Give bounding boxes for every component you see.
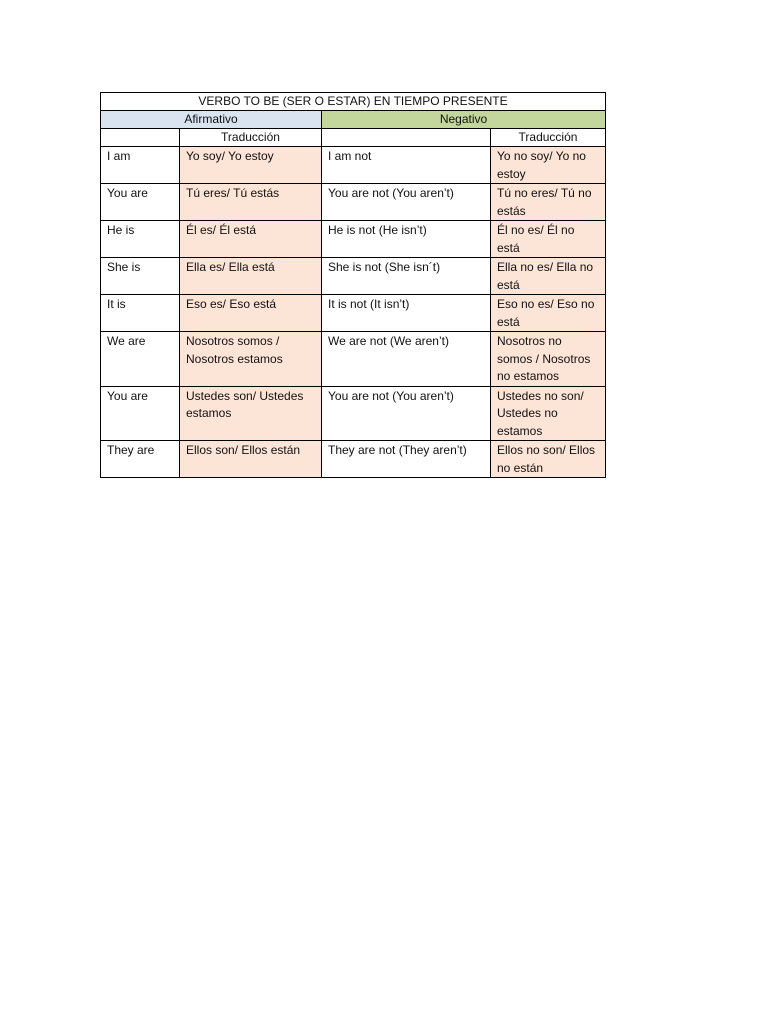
affirmative-cell: It is xyxy=(101,295,180,332)
negative-contraction: (They aren’t) xyxy=(398,443,467,457)
negative-translation-cell: Nosotros no somos / Nosotros no estamos xyxy=(491,332,606,387)
negative-full: She is not xyxy=(328,260,382,274)
affirmative-cell: You are xyxy=(101,184,180,221)
table-title: VERBO TO BE (SER O ESTAR) EN TIEMPO PRESENTE xyxy=(101,93,606,111)
affirmative-cell: He is xyxy=(101,221,180,258)
table-row xyxy=(101,258,606,295)
table-row xyxy=(101,332,606,387)
header-row xyxy=(101,111,606,129)
negative-translation-cell: Ellos no son/ Ellos no están xyxy=(491,441,606,478)
verb-to-be-table xyxy=(100,92,606,478)
affirmative-header: Afirmativo xyxy=(101,111,322,129)
table-row xyxy=(101,221,606,258)
negative-full: You are not xyxy=(328,186,389,200)
negative-translation-cell: Ella no es/ Ella no está xyxy=(491,258,606,295)
negative-full: You are not xyxy=(328,388,389,403)
negative-cell xyxy=(322,332,491,387)
affirmative-translation-cell: Él es/ Él está xyxy=(180,221,322,258)
title-row xyxy=(101,93,606,111)
translation-header-aff: Traducción xyxy=(180,129,322,147)
negative-full: They are not xyxy=(328,443,396,457)
table-row xyxy=(101,295,606,332)
negative-cell xyxy=(322,295,491,332)
affirmative-translation-cell: Eso es/ Eso está xyxy=(180,295,322,332)
table-row xyxy=(101,441,606,478)
negative-full: He is not xyxy=(328,223,376,237)
affirmative-translation-cell: Ustedes son/ Ustedes estamos xyxy=(180,386,322,441)
affirmative-translation-cell: Ellos son/ Ellos están xyxy=(180,441,322,478)
affirmative-translation-cell: Nosotros somos / Nosotros estamos xyxy=(180,332,322,387)
negative-translation-cell: Tú no eres/ Tú no estás xyxy=(491,184,606,221)
subheader-row xyxy=(101,129,606,147)
table-row xyxy=(101,147,606,184)
affirmative-translation-cell: Yo soy/ Yo estoy xyxy=(180,147,322,184)
negative-contraction: (We aren’t) xyxy=(389,334,449,348)
affirmative-cell: I am xyxy=(101,147,180,184)
subheader-blank-aff xyxy=(101,129,180,147)
negative-contraction: (It isn’t) xyxy=(370,297,410,311)
negative-cell xyxy=(322,221,491,258)
negative-contraction: (He isn’t) xyxy=(378,223,427,237)
affirmative-cell: We are xyxy=(101,332,180,387)
negative-cell xyxy=(322,386,491,441)
negative-cell xyxy=(322,441,491,478)
negative-translation-cell: Él no es/ Él no está xyxy=(491,221,606,258)
negative-contraction: (You aren’t) xyxy=(392,186,454,200)
affirmative-cell: She is xyxy=(101,258,180,295)
affirmative-translation-cell: Tú eres/ Tú estás xyxy=(180,184,322,221)
negative-full: I am not xyxy=(328,149,372,163)
negative-contraction: (She isn´t) xyxy=(384,260,441,274)
negative-translation-cell: Yo no soy/ Yo no estoy xyxy=(491,147,606,184)
negative-cell xyxy=(322,258,491,295)
translation-header-neg: Traducción xyxy=(491,129,606,147)
negative-header: Negativo xyxy=(322,111,606,129)
negative-translation-cell: Ustedes no son/ Ustedes no estamos xyxy=(491,386,606,441)
negative-contraction: (You aren’t) xyxy=(392,388,454,403)
negative-translation-cell: Eso no es/ Eso no está xyxy=(491,295,606,332)
negative-full: It is not xyxy=(328,297,367,311)
subheader-blank-neg xyxy=(322,129,491,147)
affirmative-cell: You are xyxy=(101,386,180,441)
table-row xyxy=(101,184,606,221)
negative-cell xyxy=(322,184,491,221)
table-row xyxy=(101,386,606,441)
affirmative-translation-cell: Ella es/ Ella está xyxy=(180,258,322,295)
affirmative-cell: They are xyxy=(101,441,180,478)
negative-cell xyxy=(322,147,491,184)
negative-full: We are not xyxy=(328,334,387,348)
